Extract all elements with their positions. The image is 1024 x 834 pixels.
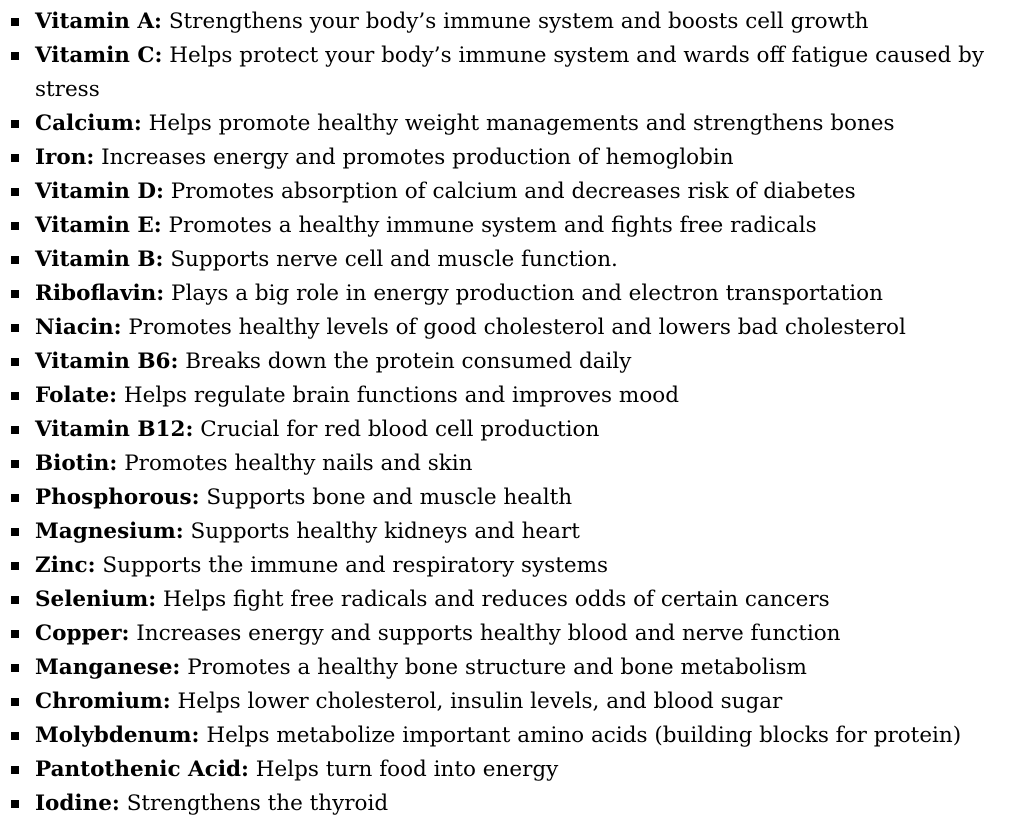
nutrient-description: Helps protect your body’s immune system and wards off fatigue caused by stress <box>35 43 985 102</box>
list-item <box>0 753 1024 787</box>
square-bullet-icon <box>11 494 19 502</box>
square-bullet-icon <box>11 256 19 264</box>
square-bullet-icon <box>11 528 19 536</box>
nutrient-name: Vitamin C: <box>35 43 163 68</box>
nutrient-description: Supports bone and muscle health <box>199 485 573 510</box>
list-item <box>0 787 1024 821</box>
nutrient-name: Copper: <box>35 621 130 646</box>
nutrient-name: Vitamin A: <box>35 9 162 34</box>
square-bullet-icon <box>11 290 19 298</box>
list-item <box>0 107 1024 141</box>
nutrient-description: Promotes absorption of calcium and decreases risk of diabetes <box>163 179 856 204</box>
nutrient-name: Vitamin B12: <box>35 417 194 442</box>
nutrient-description: Plays a big role in energy production and electron transportation <box>164 281 883 306</box>
list-item <box>0 311 1024 345</box>
nutrient-name: Chromium: <box>35 689 171 714</box>
list-item <box>0 209 1024 243</box>
nutrient-name: Iron: <box>35 145 95 170</box>
nutrient-name: Folate: <box>35 383 118 408</box>
nutrient-name: Zinc: <box>35 553 96 578</box>
list-item <box>0 345 1024 379</box>
nutrient-description: Breaks down the protein consumed daily <box>178 349 632 374</box>
square-bullet-icon <box>11 766 19 774</box>
list-item <box>0 5 1024 39</box>
square-bullet-icon <box>11 426 19 434</box>
list-item <box>0 175 1024 209</box>
nutrient-name: Vitamin E: <box>35 213 162 238</box>
list-item <box>0 549 1024 583</box>
nutrient-name: Riboflavin: <box>35 281 165 306</box>
nutrient-name: Manganese: <box>35 655 181 680</box>
nutrient-description: Promotes a healthy immune system and fights free radicals <box>161 213 817 238</box>
nutrient-description: Helps regulate brain functions and improves mood <box>117 383 679 408</box>
nutrient-description: Increases energy and supports healthy blood and nerve function <box>129 621 841 646</box>
square-bullet-icon <box>11 154 19 162</box>
nutrient-description: Strengthens your body’s immune system and boosts cell growth <box>161 9 869 34</box>
square-bullet-icon <box>11 358 19 366</box>
nutrient-description: Helps lower cholesterol, insulin levels, and blood sugar <box>170 689 783 714</box>
nutrient-name: Molybdenum: <box>35 723 200 748</box>
square-bullet-icon <box>11 630 19 638</box>
nutrient-name: Vitamin D: <box>35 179 164 204</box>
list-item <box>0 413 1024 447</box>
square-bullet-icon <box>11 664 19 672</box>
nutrient-description: Helps promote healthy weight managements and strengthens bones <box>141 111 895 136</box>
nutrient-name: Pantothenic Acid: <box>35 757 249 782</box>
nutrient-description: Supports healthy kidneys and heart <box>183 519 580 544</box>
list-item <box>0 617 1024 651</box>
square-bullet-icon <box>11 698 19 706</box>
nutrient-description: Promotes healthy levels of good cholesterol and lowers bad cholesterol <box>121 315 906 340</box>
list-item <box>0 277 1024 311</box>
square-bullet-icon <box>11 222 19 230</box>
square-bullet-icon <box>11 120 19 128</box>
list-item <box>0 583 1024 617</box>
square-bullet-icon <box>11 52 19 60</box>
list-item <box>0 447 1024 481</box>
nutrient-description: Helps fight free radicals and reduces odds of certain cancers <box>156 587 830 612</box>
nutrient-description: Promotes a healthy bone structure and bone metabolism <box>180 655 807 680</box>
nutrient-description: Helps metabolize important amino acids (building blocks for protein) <box>199 723 962 748</box>
nutrient-name: Selenium: <box>35 587 157 612</box>
square-bullet-icon <box>11 324 19 332</box>
nutrient-description: Increases energy and promotes production of hemoglobin <box>94 145 734 170</box>
square-bullet-icon <box>11 18 19 26</box>
list-item <box>0 651 1024 685</box>
nutrient-description: Helps turn food into energy <box>248 757 559 782</box>
nutrient-description: Crucial for red blood cell production <box>193 417 600 442</box>
list-item <box>0 379 1024 413</box>
nutrient-name: Iodine: <box>35 791 120 816</box>
nutrient-description: Promotes healthy nails and skin <box>117 451 473 476</box>
square-bullet-icon <box>11 800 19 808</box>
nutrient-name: Calcium: <box>35 111 142 136</box>
square-bullet-icon <box>11 596 19 604</box>
list-item <box>0 481 1024 515</box>
nutrient-name: Phosphorous: <box>35 485 200 510</box>
list-item <box>0 515 1024 549</box>
nutrient-name: Niacin: <box>35 315 122 340</box>
nutrient-name: Vitamin B: <box>35 247 164 272</box>
list-item <box>0 719 1024 753</box>
nutrient-description: Strengthens the thyroid <box>119 791 389 816</box>
nutrient-name: Vitamin B6: <box>35 349 179 374</box>
list-item <box>0 39 1024 107</box>
square-bullet-icon <box>11 562 19 570</box>
nutrient-name: Biotin: <box>35 451 118 476</box>
square-bullet-icon <box>11 188 19 196</box>
square-bullet-icon <box>11 460 19 468</box>
nutrient-description: Supports nerve cell and muscle function. <box>163 247 618 272</box>
list-item <box>0 685 1024 719</box>
nutrient-name: Magnesium: <box>35 519 184 544</box>
square-bullet-icon <box>11 392 19 400</box>
list-item <box>0 243 1024 277</box>
nutrient-description: Supports the immune and respiratory systems <box>95 553 609 578</box>
square-bullet-icon <box>11 732 19 740</box>
list-item <box>0 141 1024 175</box>
